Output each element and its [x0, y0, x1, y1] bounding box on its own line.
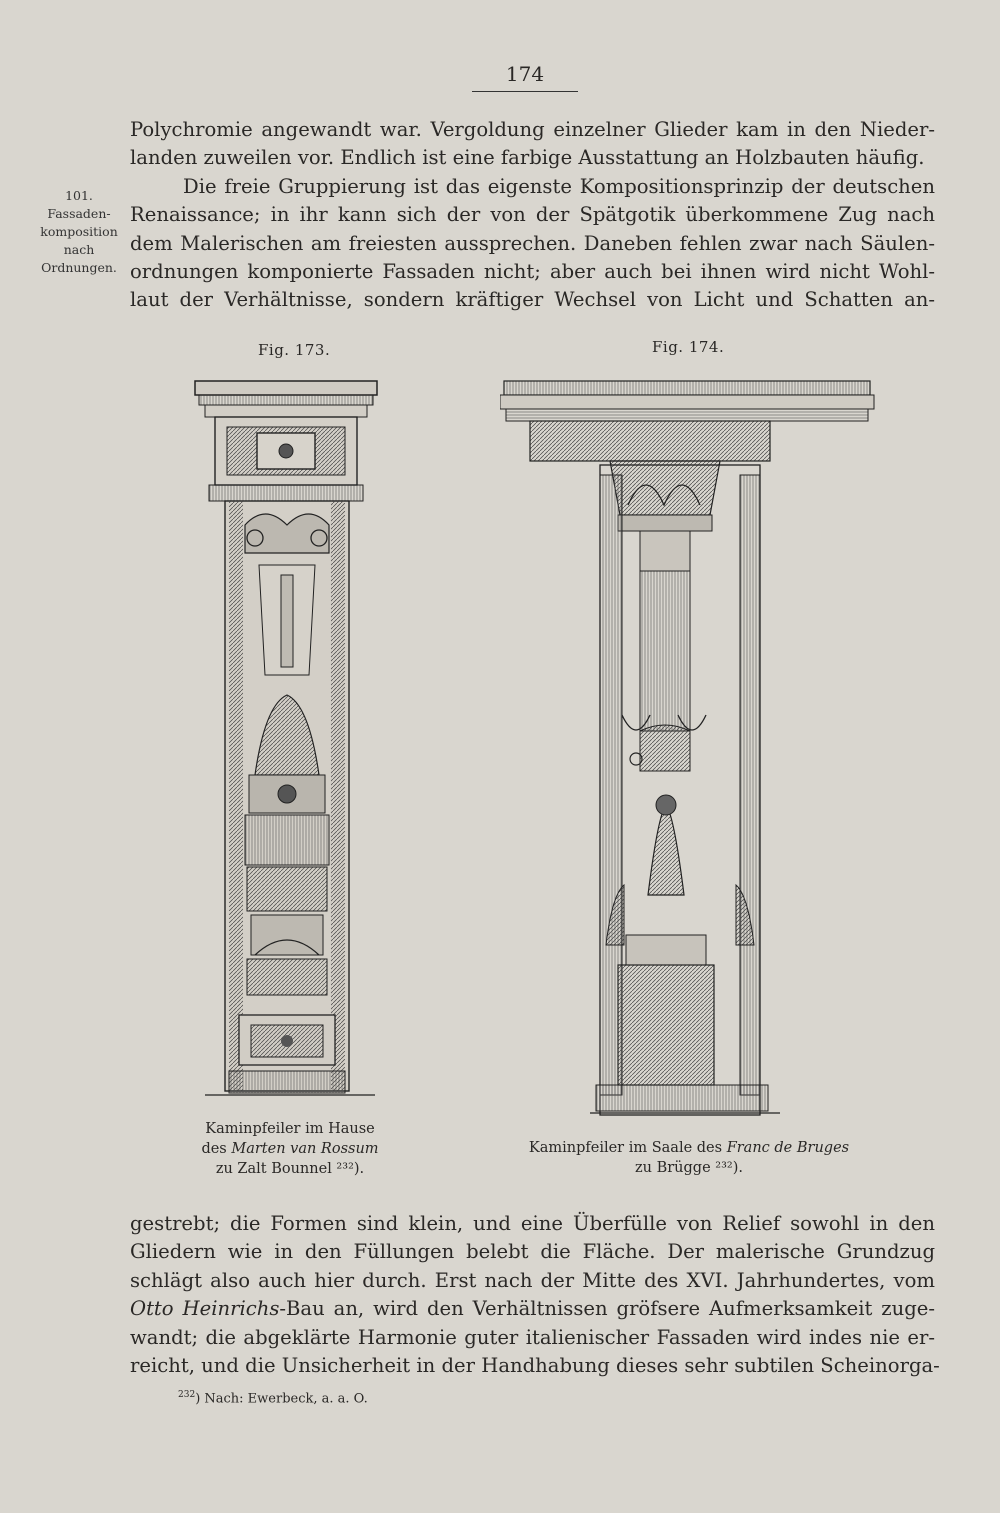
text-line: reicht, und die Unsicherheit in der Handhabung dieses sehr subtilen Scheinorga- [130, 1354, 940, 1378]
text-line: Gliedern wie in den Füllungen belebt die Fläche. Der malerische Grundzug [130, 1240, 935, 1264]
text-line: schlägt also auch hier durch. Erst nach der Mitte des XVI. Jahrhundertes, vom [130, 1268, 935, 1292]
margin-note-line: nach [63, 242, 95, 257]
fig-173-illustration [185, 375, 385, 1100]
paragraph-bottom [130, 1210, 940, 1380]
margin-note [34, 187, 124, 277]
text-line: Renaissance; in ihr kann sich der von der Spätgotik überkommene Zug nach [130, 203, 935, 227]
caption-line [180, 1139, 400, 1159]
fig-174-label: Fig. 174. [652, 338, 725, 356]
text-line: gestrebt; die Formen sind klein, und eine Überfülle von Relief sowohl in den [130, 1212, 935, 1235]
page-number-rule [472, 91, 578, 92]
caption-text: des [201, 1141, 232, 1157]
fig-174-caption [484, 1138, 894, 1178]
text-line: laut der Verhältnisse, sondern kräftiger Wechsel von Licht und Schatten an- [130, 288, 935, 312]
text-line: dem Malerischen am freiesten aussprechen. Daneben fehlen zwar nach Säulen- [130, 231, 935, 255]
text-span: -Bau an, wird den Verhältnissen gröfsere Aufmerksamkeit zuge- [279, 1297, 936, 1321]
italic-name: Otto Heinrichs [130, 1297, 280, 1321]
caption-line: zu Zalt Bounnel ²³²). [215, 1161, 365, 1177]
footnote [178, 1390, 368, 1406]
text-line: wandt; die abgeklärte Harmonie guter italienischer Fassaden wird indes nie er- [130, 1325, 935, 1349]
text-line: ordnungen komponierte Fassaden nicht; aber auch bei ihnen wird nicht Wohl- [130, 260, 935, 284]
footnote-marker: 232 [178, 1390, 196, 1400]
paragraph-top [130, 116, 935, 315]
text-line: Die freie Gruppierung ist das eigenste Kompositionsprinzip der deutschen [183, 174, 935, 198]
caption-line: zu Brügge ²³²). [635, 1160, 743, 1176]
fig-174-illustration [500, 375, 880, 1120]
caption-italic: Marten van Rossum [231, 1141, 379, 1157]
caption-line [484, 1138, 894, 1158]
text-line: Polychromie angewandt war. Vergoldung einzelner Glieder kam in den Nieder- [130, 118, 935, 141]
caption-italic: Franc de Bruges [726, 1140, 850, 1156]
margin-note-line: komposition [40, 224, 118, 239]
margin-note-line: Ordnungen. [41, 260, 117, 275]
fig-173-caption [180, 1119, 400, 1179]
caption-line: Kaminpfeiler im Hause [205, 1121, 375, 1137]
margin-note-number: 101. [65, 188, 93, 203]
page-number: 174 [505, 62, 545, 86]
text-line: landen zuweilen vor. Endlich ist eine farbige Ausstattung an Holzbauten häufig. [130, 146, 925, 170]
caption-text: Kaminpfeiler im Saale des [528, 1140, 727, 1156]
footnote-text: ) Nach: Ewerbeck, a. a. O. [195, 1391, 368, 1407]
fig-173-label: Fig. 173. [258, 341, 331, 359]
margin-note-line: Fassaden- [47, 206, 111, 221]
text-line [130, 1295, 935, 1323]
